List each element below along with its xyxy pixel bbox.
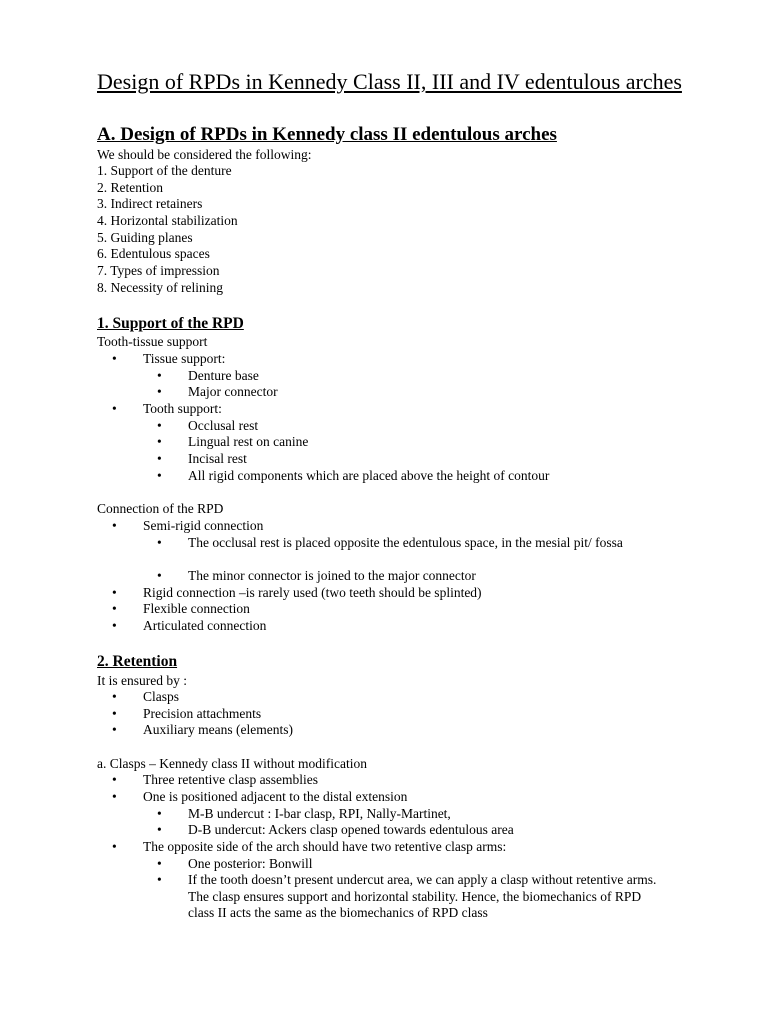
section-a-intro: We should be considered the following: xyxy=(97,147,312,162)
list-item: 6. Edentulous spaces xyxy=(97,246,210,261)
list-item: 4. Horizontal stabilization xyxy=(97,213,238,228)
page-title: Design of RPDs in Kennedy Class II, III and IV edentulous arches xyxy=(97,69,682,94)
list-item: 3. Indirect retainers xyxy=(97,196,203,211)
support-intro: Tooth-tissue support xyxy=(97,334,208,349)
list-item: 7. Types of impression xyxy=(97,263,220,278)
clasps-intro: a. Clasps – Kennedy class II without modification xyxy=(97,756,367,771)
list-item: 1. Support of the denture xyxy=(97,163,232,178)
list-item: 5. Guiding planes xyxy=(97,230,193,245)
list-item: 8. Necessity of relining xyxy=(97,280,223,295)
retention-intro: It is ensured by : xyxy=(97,673,187,688)
list-item: 2. Retention xyxy=(97,180,163,195)
section-a-heading: A. Design of RPDs in Kennedy class II edentulous arches xyxy=(97,124,557,145)
connection-intro: Connection of the RPD xyxy=(97,501,224,516)
retention-heading: 2. Retention xyxy=(97,653,178,670)
document-page: Design of RPDs in Kennedy Class II, III and IV edentulous arches A. Design of RPDs in Kennedy class II edentulous arches We should be considered the following: 1. Support of the denture 2. Retention 3. Indirect retainers 4. Horizontal stabilization 5. Guiding planes 6. Edentulous spaces 7. Types of impression 8. Necessity of relining 1. Support of the RPD Tooth-tissue support • Tissue support: • Denture base • Major connector • Tooth support: • Occlusal rest • Lingual rest on canine • Incisal rest • All rigid components which are placed above the height of contour Connection of the RPD • Semi-rigid connection • The occlusal rest is placed opposite the edentulous space, in the mesial pit/ fossa • The minor connector is joined to the major connector • Rigid connection –is rarely used (two teeth should be splinted) • Flexible connection • Articulated connection 2. Retention It is ensured by : • Clasps • Precision attachments • Auxiliary means (elements) a. Clasps – Kennedy class II without modification • Three retentive clasp assemblies • One is positioned adjacent to the distal extension • M-B undercut : I-bar clasp, RPI, Nally-Martinet, • D-B undercut: Ackers clasp opened towards edentulous area • The opposite side of the arch should have two retentive clasp arms: • One posterior: Bonwill • If the tooth doesn’t present undercut area, we can apply a clasp without retentive arms. The clasp ensures support and horizontal stability. Hence, the biomechanics of RPD class II acts the same as the biomechanics of RPD class xyxy=(0,0,768,1024)
support-heading: 1. Support of the RPD xyxy=(97,315,244,332)
